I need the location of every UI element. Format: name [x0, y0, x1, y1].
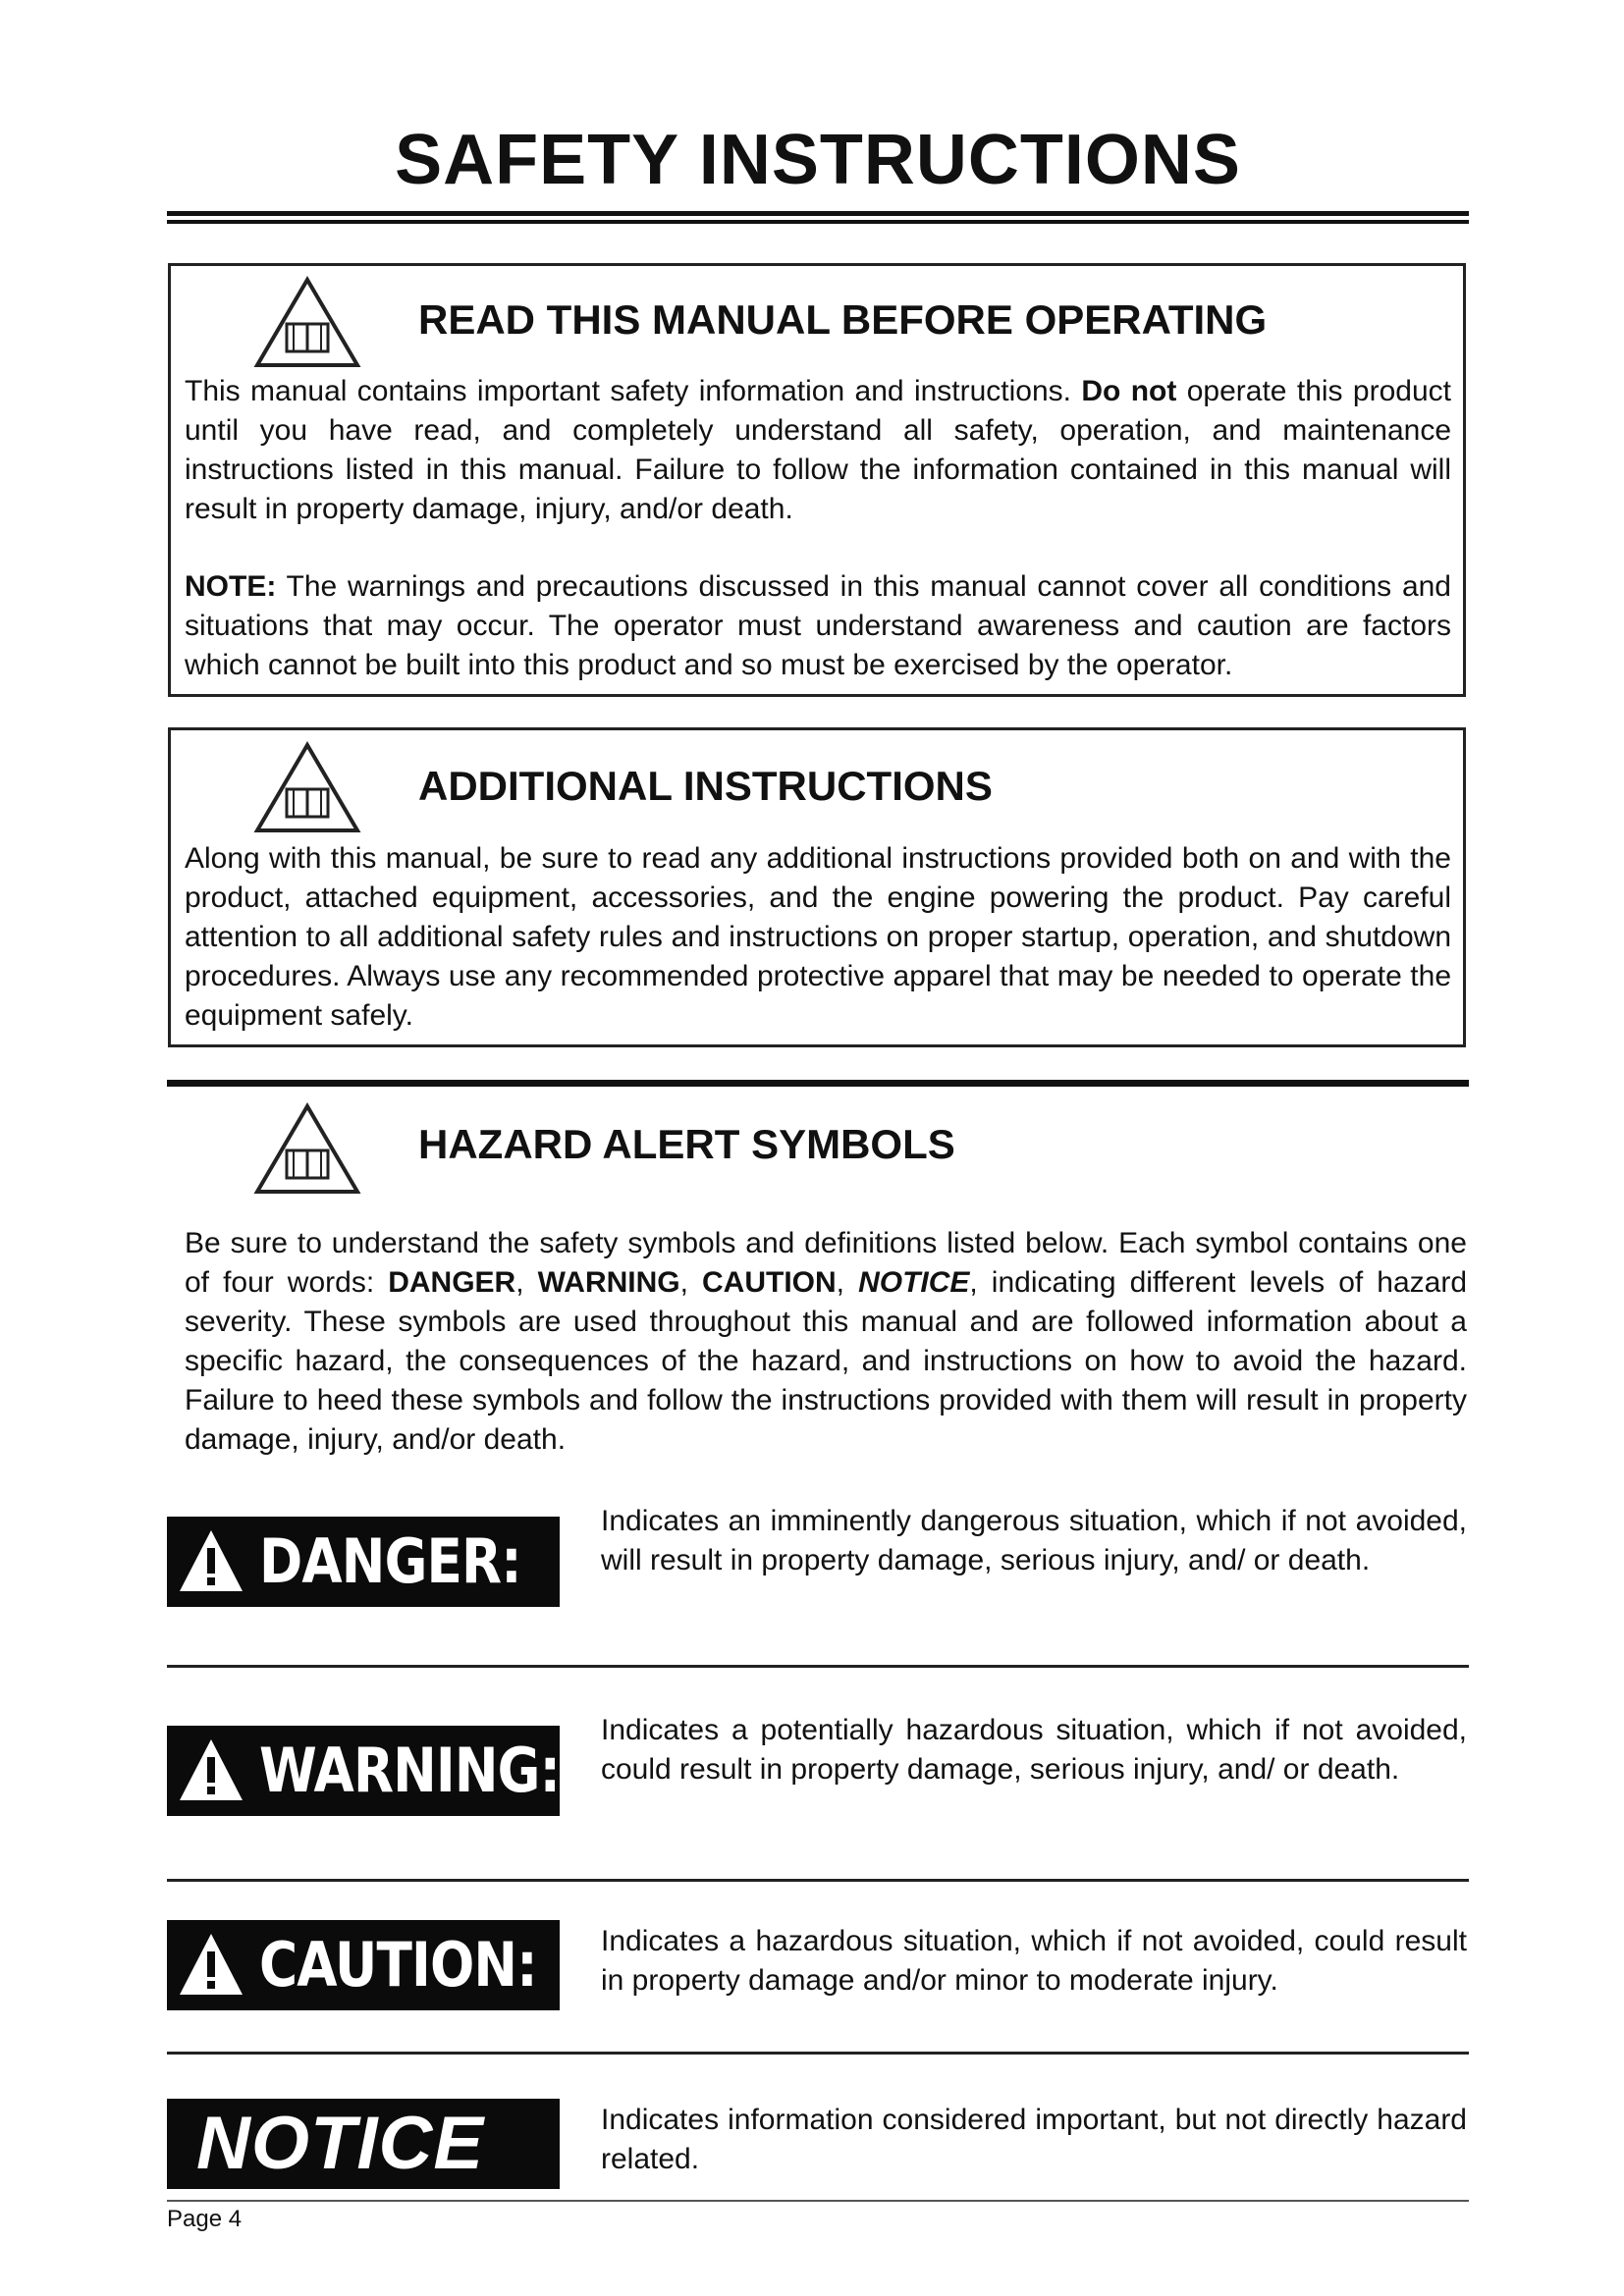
danger-label: DANGER:	[259, 1525, 521, 1597]
exclamation-triangle-icon	[177, 1930, 245, 1999]
title-double-rule	[167, 211, 1469, 224]
additional-instructions-paragraph: Along with this manual, be sure to read any additional instructions provided both on and with the product, attached equipment, accessories, and the engine powering the product. Pay careful attention to all additional safety rules and instructions on proper startup, operation, and shutdown procedures. Always use any recommended protective apparel that may be needed to operate the equipment safely.	[185, 842, 1451, 1032]
notice-badge	[167, 2099, 560, 2189]
divider-rule	[167, 1879, 1469, 1882]
read-manual-paragraph: This manual contains important safety information and instructions. Do not operate this product until you have read, and completely understand all safety, operation, and maintenance instructions listed in this manual. Failure to follow the information contained in this manual will result in property damage, injury, and/or death.	[185, 375, 1451, 525]
caution-badge	[167, 1920, 560, 2010]
warning-badge	[167, 1726, 560, 1816]
exclamation-triangle-icon	[177, 1735, 245, 1804]
warning-label: WARNING:	[259, 1735, 560, 1806]
exclamation-triangle-icon	[177, 1526, 245, 1595]
notice-label: NOTICE	[196, 2102, 485, 2185]
note-label: NOTE:	[185, 570, 277, 603]
footer-rule	[167, 2200, 1469, 2202]
manual-warning-icon	[253, 740, 361, 834]
danger-badge	[167, 1517, 560, 1607]
manual-warning-icon	[253, 275, 361, 369]
manual-warning-icon	[253, 1101, 361, 1196]
caution-label: CAUTION:	[259, 1929, 537, 2001]
read-manual-heading: READ THIS MANUAL BEFORE OPERATING	[418, 296, 1268, 343]
hazard-heading: HAZARD ALERT SYMBOLS	[418, 1121, 955, 1167]
additional-instructions-heading: ADDITIONAL INSTRUCTIONS	[418, 763, 993, 809]
page-title: SAFETY INSTRUCTIONS	[395, 121, 1241, 199]
warning-definition: Indicates a potentially hazardous situation, which if not avoided, could result in property damage, serious injury, and/ or death.	[601, 1714, 1467, 1786]
hazard-intro-paragraph: Be sure to understand the safety symbols and definitions listed below. Each symbol contains one of four words: DANGER, WARNING, CAUTION, NOTICE, indicating different levels of hazard severity. These symbols are used throughout this manual and are followed information about a specific hazard, the consequences of the hazard, and instructions on how to avoid the hazard. Failure to heed these symbols and follow the instructions provided with them will result in property damage, injury, and/or death.	[185, 1227, 1468, 1456]
read-manual-note: NOTE: The warnings and precautions discussed in this manual cannot cover all conditions and situations that may occur. The operator must understand awareness and caution are factors which cannot be built into this product and so must be exercised by the operator.	[185, 570, 1451, 681]
notice-definition: Indicates information considered important, but not directly hazard related.	[601, 2104, 1467, 2175]
hazard-section-rule	[167, 1080, 1469, 1087]
divider-rule	[167, 2052, 1469, 2055]
divider-rule	[167, 1665, 1469, 1668]
danger-definition: Indicates an imminently dangerous situation, which if not avoided, will result in property damage, serious injury, and/ or death.	[601, 1505, 1467, 1576]
page-number: Page 4	[167, 2206, 243, 2232]
caution-definition: Indicates a hazardous situation, which if not avoided, could result in property damage and/or minor to moderate injury.	[601, 1925, 1467, 1997]
